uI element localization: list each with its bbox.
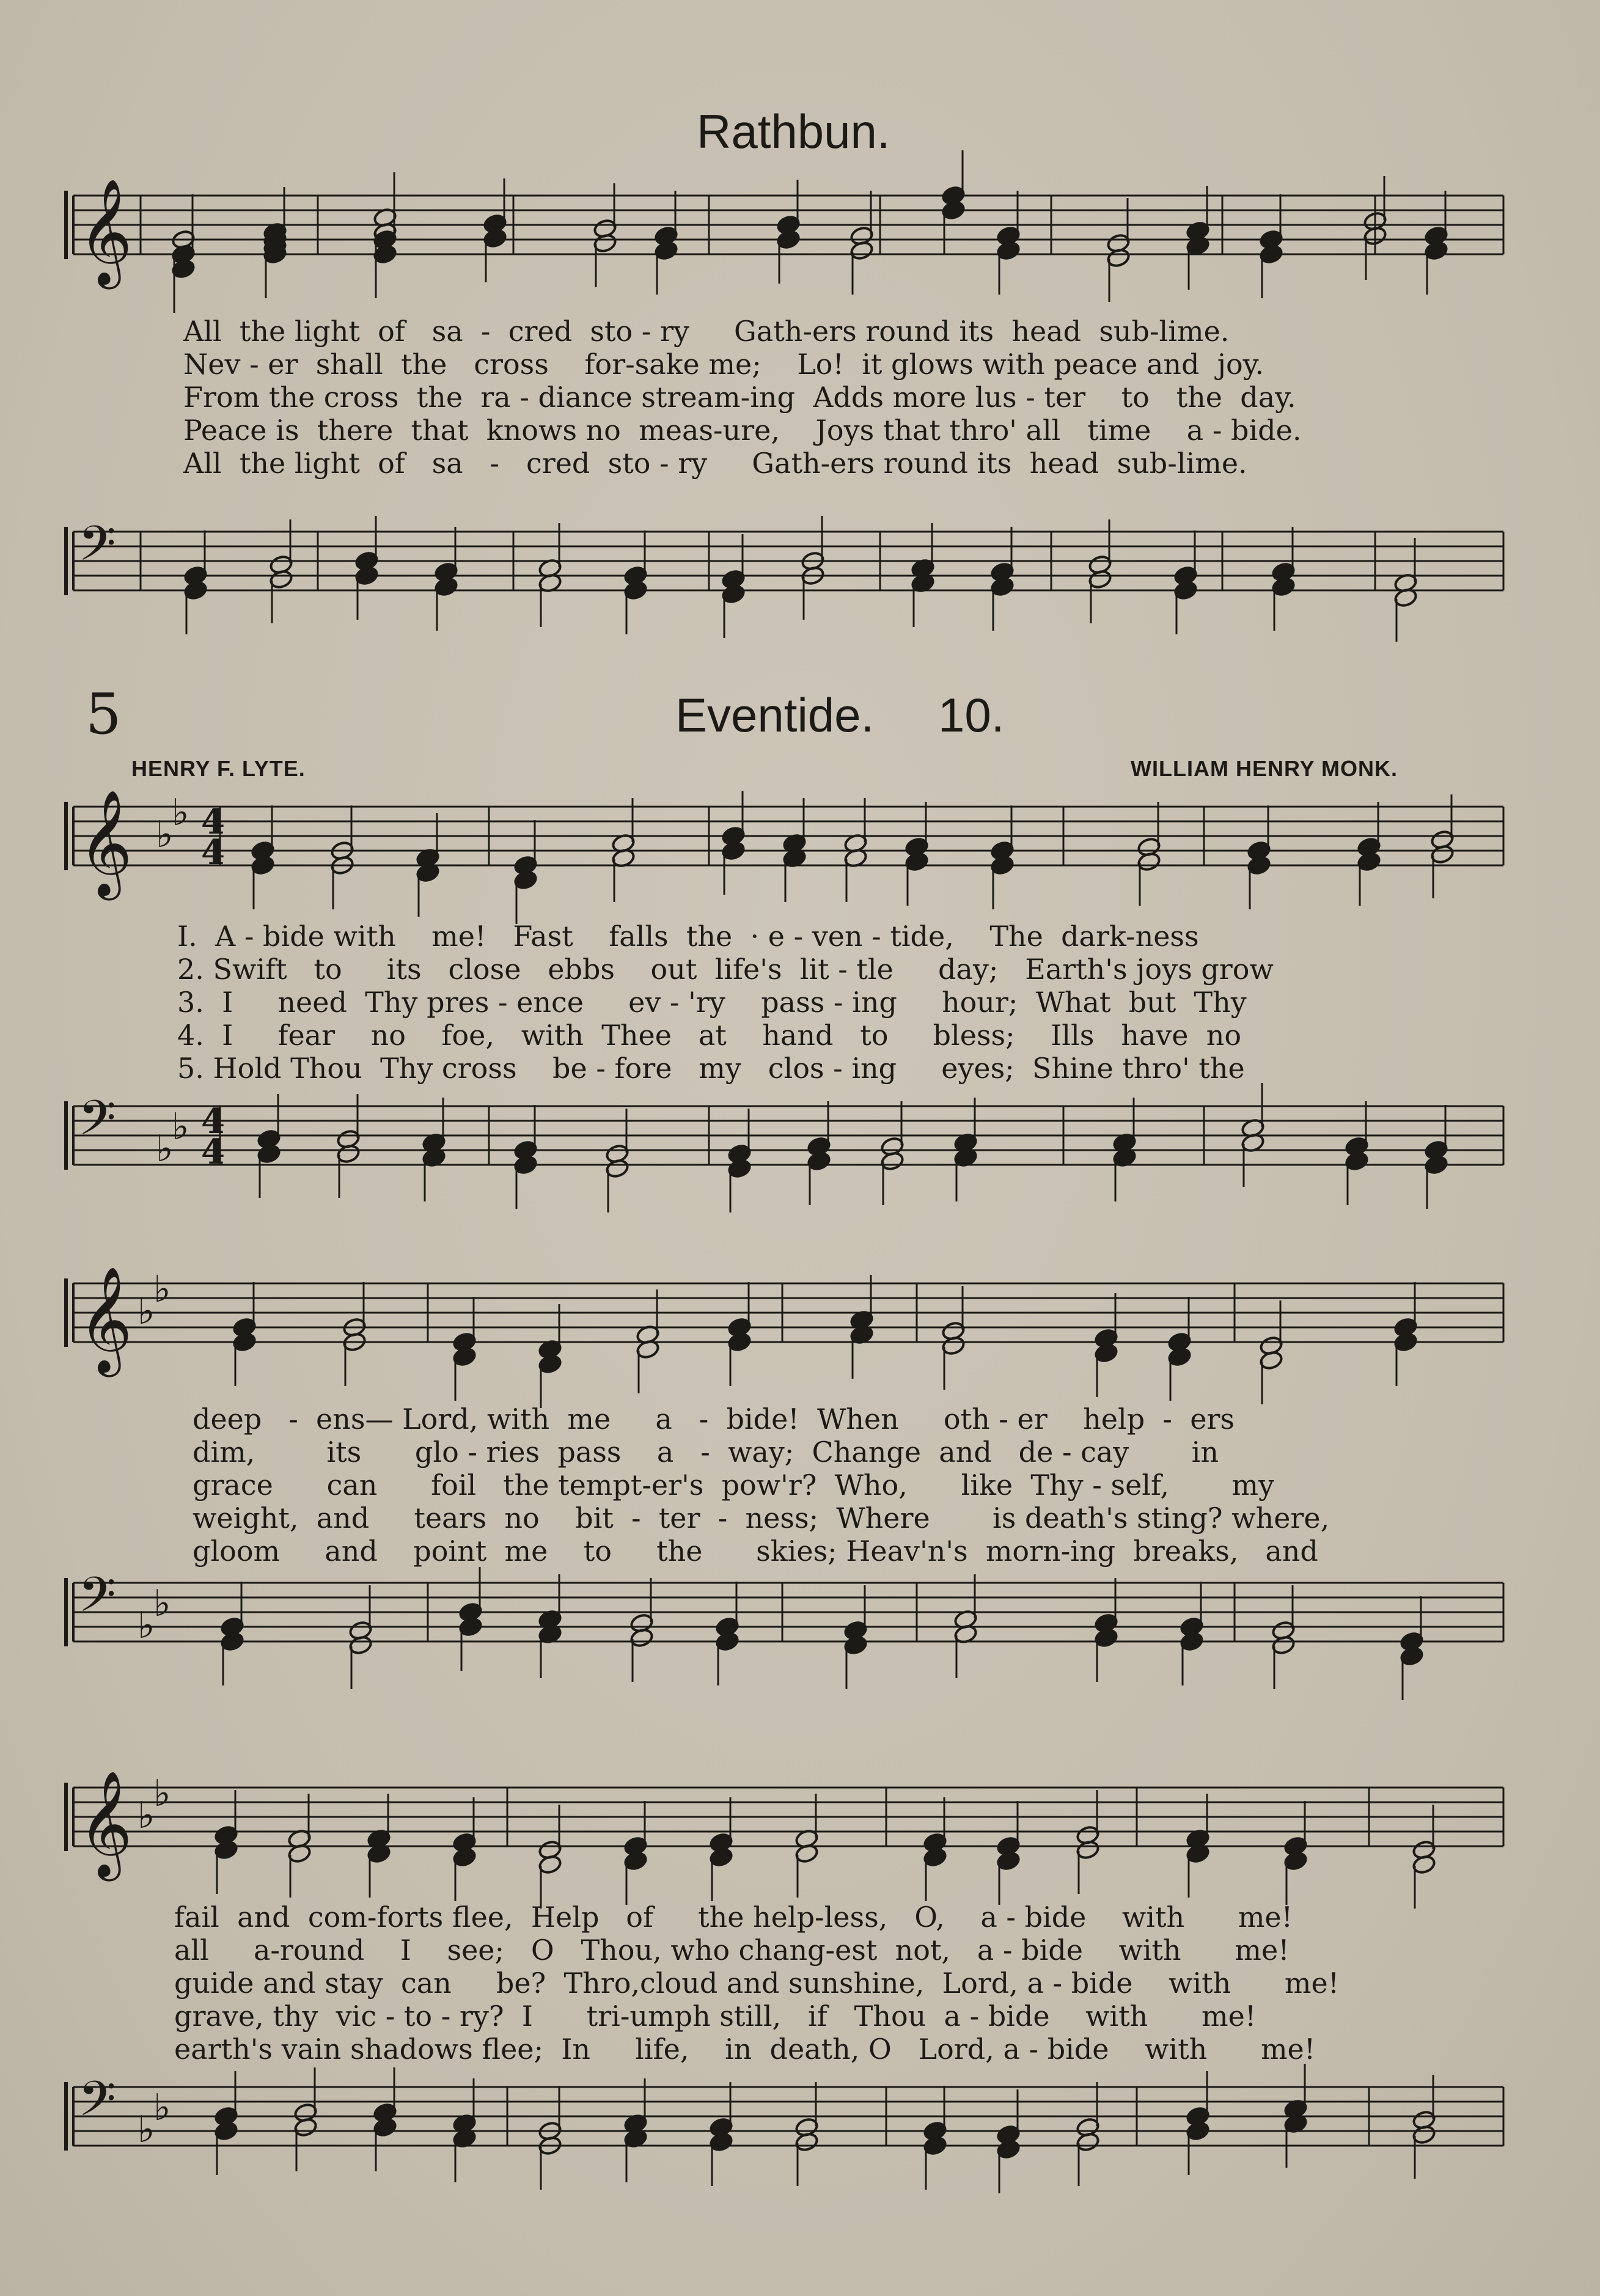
note (1363, 176, 1387, 280)
verse-line: Peace is there that knows no meas-ure, Joys that thro' all time a - bide. (183, 414, 1302, 447)
flat-icon: ♭ (153, 2086, 171, 2129)
note (1106, 198, 1131, 302)
note (373, 2067, 397, 2171)
eventide-s2-lyrics (193, 1403, 1329, 1568)
eventide-s3-treble-staff (0, 1770, 1600, 1916)
note (605, 1109, 629, 1212)
staff-lines (73, 1106, 1503, 1165)
note (1430, 794, 1455, 898)
note (721, 534, 746, 638)
eventide-s3-bass-staff (0, 2070, 1600, 2215)
verse-line: earth's vain shadows flee; In life, in death, O Lord, a - bide with me! (174, 2033, 1316, 2066)
treble-clef-icon: 𝄞 (78, 790, 133, 896)
note (1271, 1585, 1296, 1689)
note (709, 2082, 733, 2186)
flat-icon: ♭ (153, 1268, 171, 1311)
note (941, 1286, 966, 1390)
time-signature-top: 4 (201, 802, 225, 842)
treble-clef-icon: 𝄞 (78, 1770, 133, 1877)
bass-clef-icon: 𝄢 (78, 515, 116, 584)
eventide-s3-lyrics (174, 1901, 1339, 2066)
note (727, 1109, 752, 1212)
note (807, 1101, 831, 1205)
note (990, 527, 1015, 631)
flat-icon: ♭ (156, 813, 174, 856)
verse-line: deep - ens— Lord, with me a - bide! When oth - er help - ers (193, 1403, 1235, 1436)
note (434, 527, 458, 631)
bass-clef-icon: 𝄢 (78, 1090, 116, 1158)
flat-icon: ♭ (172, 1106, 189, 1148)
note (1094, 1578, 1118, 1682)
note (257, 1094, 281, 1198)
verse-line: 2. Swift to its close ebbs out life's lit - tle day; Earth's joys grow (177, 953, 1274, 986)
note (483, 178, 507, 282)
flat-icon: ♭ (153, 1772, 171, 1815)
verse-line: All the light of sa - cred sto - ry Gath-ers round its head sub-lime. (183, 447, 1247, 480)
note (269, 519, 293, 623)
flat-icon: ♭ (138, 2108, 155, 2151)
note (629, 1578, 654, 1682)
eventide-s2-bass-staff (0, 1566, 1600, 1711)
verse-line: Nev - er shall the cross for-sake me; Lo! it glows with peace and joy. (183, 348, 1264, 381)
treble-clef-icon: 𝄞 (78, 178, 133, 285)
verse-line: gloom and point me to the skies; Heav'n's morn-ing breaks, and (193, 1535, 1318, 1568)
note (996, 2089, 1021, 2193)
note (538, 1805, 562, 1909)
staff-lines (73, 1788, 1503, 1846)
note (1088, 519, 1112, 623)
note (214, 1790, 238, 1894)
note (880, 1101, 905, 1205)
staff-lines (73, 1283, 1503, 1342)
note (1076, 2082, 1100, 2186)
note (452, 1797, 477, 1901)
note (336, 1094, 361, 1198)
flat-icon: ♭ (153, 1582, 171, 1625)
verse-line: grave, thy vic - to - ry? I tri-umph still, if Thou a - bide with me! (174, 2000, 1257, 2033)
rathbun-lyrics (183, 315, 1301, 480)
verse-line: weight, and tears no bit - ter - ness; Where is death's sting? where, (193, 1502, 1330, 1535)
time-signature-top: 4 (201, 1101, 225, 1142)
verse-line: dim, its glo - ries pass a - way; Change and de - cay in (193, 1436, 1219, 1469)
bass-clef-icon: 𝄢 (78, 1566, 116, 1635)
note (709, 1797, 733, 1901)
note (996, 191, 1021, 295)
time-signature-bottom: 4 (201, 832, 225, 873)
flat-icon: ♭ (138, 1290, 155, 1333)
tune-number: 10. (938, 688, 1005, 742)
eventide-s1-lyrics (177, 920, 1274, 1085)
flat-icon: ♭ (138, 1604, 155, 1647)
note (1357, 802, 1381, 906)
note (348, 1585, 373, 1689)
eventide-s2-treble-staff (0, 1266, 1600, 1412)
flat-icon: ♭ (156, 1128, 174, 1170)
hymn-title: Eventide. (675, 688, 875, 742)
note (1412, 2075, 1436, 2179)
note (1076, 1790, 1100, 1894)
note (843, 1585, 868, 1689)
note (1424, 191, 1448, 295)
note (1186, 186, 1210, 290)
note (905, 802, 929, 906)
verse-line: 4. I fear no foe, with Thee at hand to bless; Ills have no (177, 1019, 1242, 1052)
treble-clef-icon: 𝄞 (78, 1266, 133, 1373)
note (794, 2082, 819, 2186)
staff-lines (73, 1583, 1503, 1641)
verse-line: all a-round I see; O Thou, who chang-est not, a - bide with me! (174, 1934, 1290, 1967)
verse-line: From the cross the ra - diance stream-ing Adds more lus - ter to the day. (183, 381, 1296, 414)
flat-icon: ♭ (172, 791, 189, 834)
note (1137, 802, 1161, 906)
note (538, 1304, 562, 1408)
verse-line: 5. Hold Thou Thy cross be - fore my clos - ing eyes; Shine thro' the (177, 1052, 1245, 1085)
hymn-title: Rathbun. (697, 105, 890, 158)
note (1094, 1293, 1118, 1397)
verse-line: All the light of sa - cred sto - ry Gath-ers round its head sub-lime. (183, 315, 1230, 348)
flat-icon: ♭ (138, 1794, 155, 1837)
note (654, 191, 678, 295)
note (850, 191, 874, 295)
note (923, 1797, 947, 1901)
bass-clef-icon: 𝄢 (78, 2070, 116, 2139)
composer-credit: WILLIAM HENRY MONK. (1131, 756, 1398, 781)
rathbun-bass-staff (0, 501, 1600, 642)
note (293, 2067, 318, 2171)
eventide-s1-bass-staff (0, 1090, 1600, 1234)
time-signature-bottom: 4 (201, 1132, 225, 1172)
verse-line: 3. I need Thy pres - ence ev - 'ry pass - ing hour; What but Thy (177, 986, 1247, 1019)
note (1271, 527, 1296, 631)
rathbun-treble-staff (0, 177, 1600, 318)
note (1259, 1300, 1283, 1404)
author-credit: HENRY F. LYTE. (131, 756, 306, 781)
verse-line: I. A - bide with me! Fast falls the · e - ven - tide, The dark-ness (177, 920, 1199, 953)
note (1345, 1101, 1369, 1205)
verse-line: guide and stay can be? Thro,cloud and sunshine, Lord, a - bide with me! (174, 1967, 1340, 2000)
verse-line: grace can foil the tempt-er's pow'r? Who, like Thy - self, my (193, 1469, 1274, 1502)
verse-line: fail and com-forts flee, Help of the help-less, O, a - bide with me! (174, 1901, 1293, 1934)
hymn-number: 5 (86, 681, 122, 747)
note (593, 183, 617, 287)
note (1412, 1805, 1436, 1909)
eventide-s1-treble-staff (0, 790, 1600, 935)
